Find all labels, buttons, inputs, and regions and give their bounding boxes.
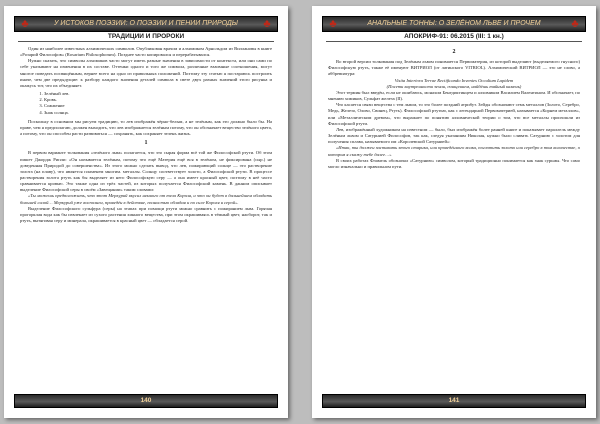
right-page (312, 6, 596, 418)
page-number: 140 (140, 397, 152, 404)
page-footer-band (14, 394, 278, 408)
alchemy-symbol-icon: ♣ (329, 18, 337, 30)
alchemy-symbol-icon: ♣ (263, 18, 271, 30)
page-header-band (322, 16, 586, 32)
list-item: 4. Знак солнца. (44, 110, 272, 116)
numbered-list (20, 91, 272, 116)
divider (326, 41, 582, 42)
quote: «Ты можешь предположить, что этот Меркурий вкусил немного от тела Короля, и что он будет в дальнейшем обладать большей силой… Меркурий уже восполнен, приведён в действие, полностью обладая и по силе Короля и серой». (20, 193, 272, 205)
section-number: 2 (452, 49, 456, 55)
alchemy-symbol-icon: ♣ (571, 18, 579, 30)
latin-translation: (Посети внутренности земли, очищением, найдёшь тайный камень) (386, 83, 522, 89)
paragraph: В первом варианте толкования «зелёного льва» полагается, что это сырая форма всё той же Философской ртути. Об этом пишет Джордж Рипли: «Он называется зелёным, потому что ещё Материя ещё вся в зелёном, не фиксирована (сыр.) не доведенная Природой до совершенства». Из этого можно сделать вывод, что лев, пожирающий солнце — это растворение золота (на плаву), что является пламенем многим. металлы. Солнцу соответствует золото, а Философской ртути. В процессе растворения золота ртуть как бы выделяет из него Философскую серу — а она имеет красный цвет, поэтому в неё часто сравнивается кровью. Это также одна из трёх частей, из которых получается Философский камень. В данном описывает выделение Философской серы в своём «Завещании» таким словами: (20, 150, 272, 193)
paragraph: В своих работах Фламель обозначал «Сатурнию» символом, который традиционно понимается как знак сурьмы. Что само могло изначально и правильном пути. (328, 157, 580, 169)
list-item: 3. Сожжение (44, 103, 272, 109)
paragraph: Лев, изображённый художником на известном — было, был изображён более ранней книге и показывает параллель между Зелёным львом и Сатурнией Философов, так как, следуя указаниям Николая, нужно было сливать Сатурнию с золотом для получения сплава, называемого им «Королевской Сатурнией»: (328, 126, 580, 145)
paragraph: Во второй версии толкования под Зелёным львом понимается Первоматерия, из которой выделяют (выделяемого гнусного) Философскую ртуть, также её именуют ВИТРИОЛ (от латинского VITRIOL). Алхимический ВИТРИОЛ — это не слово, а аббревиатура: (328, 59, 580, 77)
paragraph: Нужно сказать, что символы алхимиков часто могут иметь разные значения в зависимости от контекста, или они сами по себе указывают на изменения в их составе. Оттенки одного и того же символа, различные взаимные соотношения, могут многое поведать посвящённым, вернее всего на одно из правильных положений. Поэтому эту статью я постараюсь построить иначе, чем две предыдущие: к разбору каждого значения деталей символа в свете двух разных значений этого рисунка и окажусь тот, что их объединяет. (20, 58, 272, 88)
left-page (4, 6, 288, 418)
page-body (328, 46, 580, 388)
paragraph: Выделение Философского сульфура (серы) на этапах при помощи ртути можно сравнить с пожиранием льва. Горячая прогорклая вода как бы извлекает из сухого растения хинного вещества, при этом окрашиваясь в тёмный цвет, наоборот, так и ртуть, вытягивая серу и минерала, окрашивается в красный цвет — обладается серой. (20, 205, 272, 224)
paragraph: Что касается связи вещества с тем львом, то это более поздний атрибут. Зейды обозначают семь металлов (Золото, Серебро, Медь, Железо, Олово, Свинец, Ртуть). Философской ртутью, как с легендарной Первоматерией, называется «Корнем металлов», или «Металлическим древом», что выражает по понятию алхимической теории о том, что все металлы произошли из Философской ртути. (328, 102, 580, 126)
page-number: 141 (448, 397, 460, 404)
list-item: 1. Зелёный лев. (44, 91, 272, 97)
list-item: 2. Кровь. (44, 97, 272, 103)
divider (18, 41, 274, 42)
latin-phrase: Visita Interiora Terrae Rectificando Invenies Occultum Lapidem (394, 77, 514, 83)
running-head: АПОКРИФ-91: 06.2015 (III: 1 кн.) (404, 33, 504, 40)
page-header-title: У ИСТОКОВ ПОЭЗИИ: О ПОЭЗИИ И ПЕНИИ ПРИРОДЫ (54, 20, 238, 27)
paragraph: Этот термин был введён, если не ошибаюсь, монахом Бенедиктинцем и алхимиком Василием Валентином. И обозначает, по мнению химиков, Сульфат железа (II). (328, 89, 580, 102)
section-number: 1 (144, 140, 148, 147)
running-head: ТРАДИЦИИ И ПРОРОКИ (107, 33, 185, 40)
page-footer-band (322, 394, 586, 408)
alchemy-symbol-icon: ♣ (21, 18, 29, 30)
page-body (20, 46, 272, 388)
paragraph: Один из наиболее известных алхимических символов. Опубликован врачом и алхимиком Арнольдом из Виллановы в книге «Розарий Философов» (Rosarium Philosophorum). Позднее часто копировался и перерабатывался. (20, 46, 272, 58)
paragraph: Поскольку в основном мы рисуем традицию, то лев изображён чёрно-белым, а не зелёным, как это должно было бы. На праве, чем я предполагаю, должен выходить, что лев изображается зелёным потому, что он обозначает вещество зелёного цвета, а потому, что он способен расти развиваться — сохранять, как сохраняет зелень жизнь. (20, 118, 272, 137)
quote: «Итак, ты должен заставить этого старика, или проведённого волка, поглотить золото или серебро в том количестве, о котором я скажу тебе далее…» (328, 145, 580, 157)
page-header-title: АНАЛЬНЫЕ ТОННЫ: О ЗЕЛЁНОМ ЛЬВЕ И ПРОЧЕМ (367, 20, 541, 27)
page-header-band (14, 16, 278, 32)
